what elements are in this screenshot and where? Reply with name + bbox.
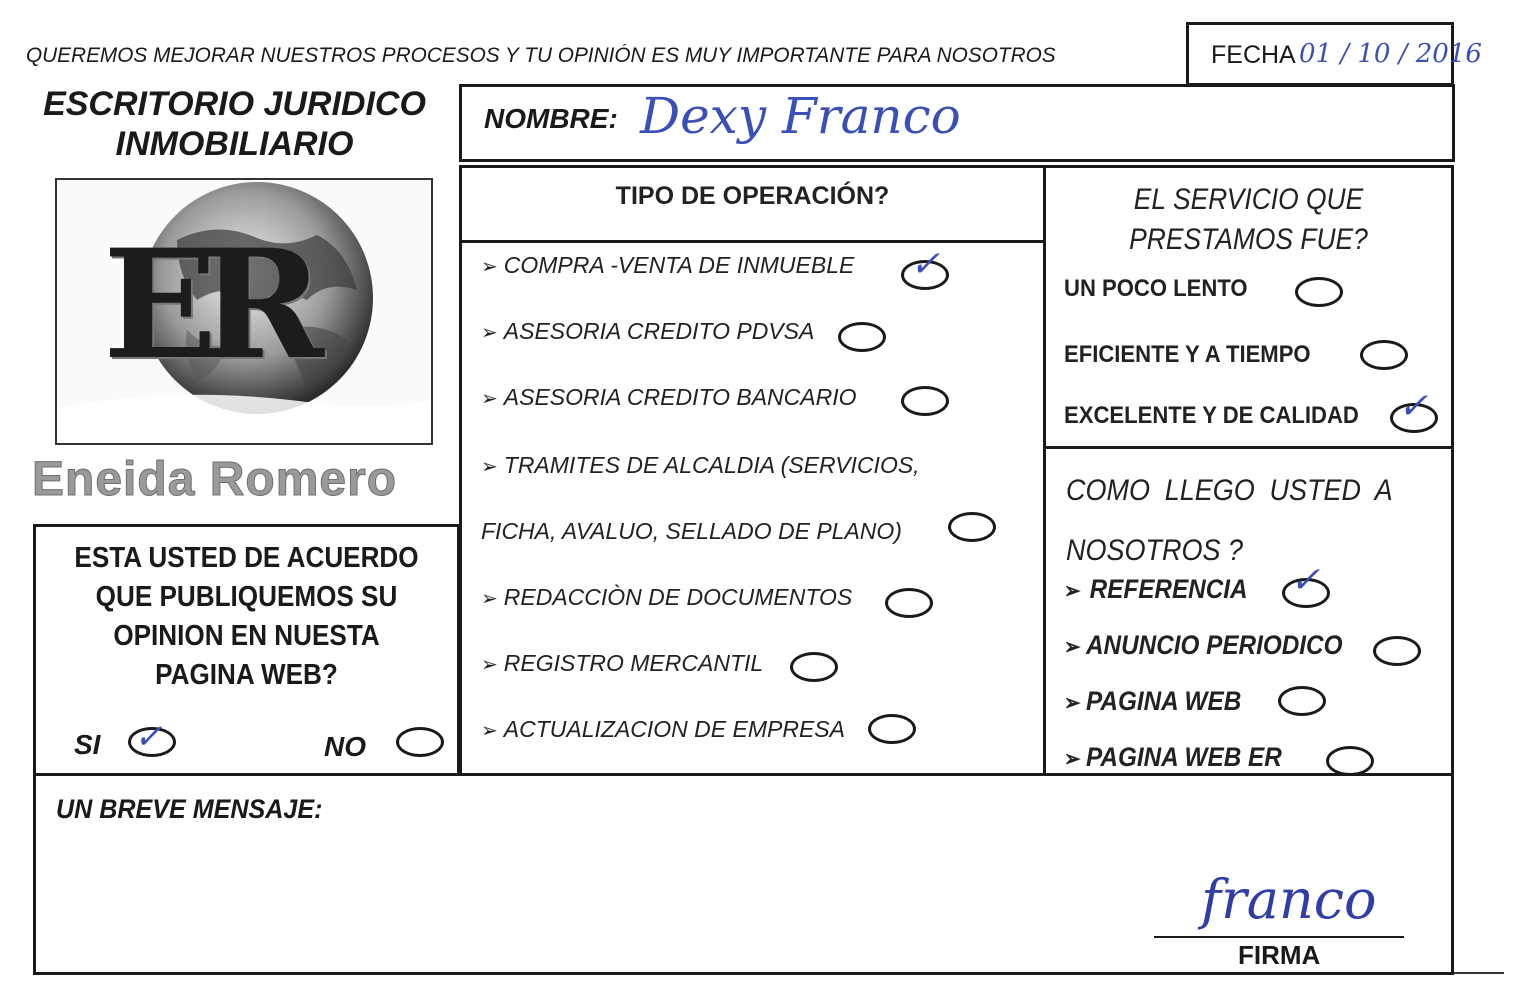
servicio-title-line2: PRESTAMOS FUE? (1129, 223, 1368, 256)
operacion-option-pdvsa: ➢ ASESORIA CREDITO PDVSA (481, 318, 815, 344)
publicar-question (57, 539, 436, 695)
publicar-question-line3: OPINION EN NUESTA (113, 620, 380, 652)
company-logo (55, 178, 433, 445)
nombre-box (459, 84, 1455, 162)
operacion-radio-registro[interactable] (790, 652, 838, 682)
operacion-option-redaccion: ➢ REDACCIÒN DE DOCUMENTOS (481, 584, 853, 610)
no-label: NO (324, 731, 366, 762)
nombre-label: NOMBRE: (484, 103, 618, 134)
llegada-title-line2: NOSOTROS ? (1066, 534, 1244, 567)
company-name-line2: INMOBILIARIO (115, 125, 354, 163)
operacion-radio-bancario[interactable] (901, 386, 949, 416)
operacion-option-alcaldia-cont: FICHA, AVALUO, SELLADO DE PLANO) (481, 518, 902, 544)
brand-name: Eneida Romero (32, 453, 398, 506)
firma-line (1154, 936, 1404, 938)
publicar-box (33, 524, 460, 776)
llegada-title (1066, 461, 1408, 581)
publicar-question-line1: ESTA USTED DE ACUERDO (74, 542, 419, 574)
si-checkmark-icon: ✓ (134, 717, 163, 757)
operacion-option-actualizacion: ➢ ACTUALIZACION DE EMPRESA (481, 716, 845, 742)
operacion-radio-actualizacion[interactable] (868, 714, 916, 744)
mensaje-label: UN BREVE MENSAJE: (56, 794, 323, 824)
signature[interactable]: franco (1201, 868, 1377, 931)
company-name (22, 84, 447, 164)
nombre-value[interactable]: Dexy Franco (640, 87, 961, 145)
excelente-checkmark-icon: ✓ (1398, 386, 1429, 427)
llegada-option-referencia: ➢ REFERENCIA (1064, 574, 1248, 604)
mensaje-box (33, 773, 1454, 975)
llegada-option-web-er: ➢ PAGINA WEB ER (1064, 742, 1282, 772)
fecha-box (1186, 22, 1482, 86)
operacion-option-bancario: ➢ ASESORIA CREDITO BANCARIO (481, 384, 857, 410)
servicio-title-line1: EL SERVICIO QUE (1133, 183, 1364, 216)
llegada-option-web: ➢ PAGINA WEB (1064, 686, 1242, 716)
servicio-radio-lento[interactable] (1295, 277, 1343, 307)
referencia-checkmark-icon: ✓ (1290, 560, 1321, 601)
operacion-title: TIPO DE OPERACIÓN? (615, 182, 890, 210)
tagline: QUEREMOS MEJORAR NUESTROS PROCESOS Y TU OPINIÓN ES MUY IMPORTANTE PARA NOSOTROS (26, 44, 1056, 67)
publicar-question-line4: PAGINA WEB? (155, 659, 338, 691)
firma-label: FIRMA (1238, 940, 1321, 970)
servicio-title (1070, 180, 1426, 260)
company-name-line1: ESCRITORIO JURIDICO (43, 85, 426, 123)
operacion-radio-alcaldia[interactable] (948, 512, 996, 542)
operacion-option-registro: ➢ REGISTRO MERCANTIL (481, 650, 764, 676)
operacion-option-compra-venta: ➢ COMPRA -VENTA DE INMUEBLE (481, 252, 855, 278)
publicar-question-line2: QUE PUBLIQUEMOS SU (95, 581, 398, 613)
llegada-box (1043, 446, 1454, 776)
logo-letters: ER (103, 217, 306, 393)
llegada-radio-web[interactable] (1278, 686, 1326, 716)
scan-edge-line (1454, 972, 1504, 974)
operacion-radio-redaccion[interactable] (885, 588, 933, 618)
llegada-radio-periodico[interactable] (1373, 636, 1421, 666)
llegada-title-line1: COMO LLEGO USTED A (1066, 474, 1393, 507)
operacion-title-box (459, 165, 1046, 243)
fecha-value[interactable]: 01 / 10 / 2016 (1299, 39, 1482, 69)
no-radio[interactable] (396, 727, 444, 757)
servicio-option-eficiente: EFICIENTE Y A TIEMPO (1064, 341, 1311, 368)
operacion-option-alcaldia: ➢ TRAMITES DE ALCALDIA (SERVICIOS, (481, 452, 920, 478)
compra-venta-checkmark-icon: ✓ (910, 244, 941, 285)
llegada-option-periodico: ➢ ANUNCIO PERIODICO (1064, 630, 1343, 660)
llegada-radio-web-er[interactable] (1326, 746, 1374, 776)
servicio-option-lento: UN POCO LENTO (1064, 275, 1248, 302)
servicio-option-excelente: EXCELENTE Y DE CALIDAD (1064, 402, 1359, 429)
operacion-radio-pdvsa[interactable] (838, 322, 886, 352)
fecha-label: FECHA (1211, 41, 1296, 69)
si-label: SI (74, 729, 101, 760)
servicio-radio-eficiente[interactable] (1360, 340, 1408, 370)
